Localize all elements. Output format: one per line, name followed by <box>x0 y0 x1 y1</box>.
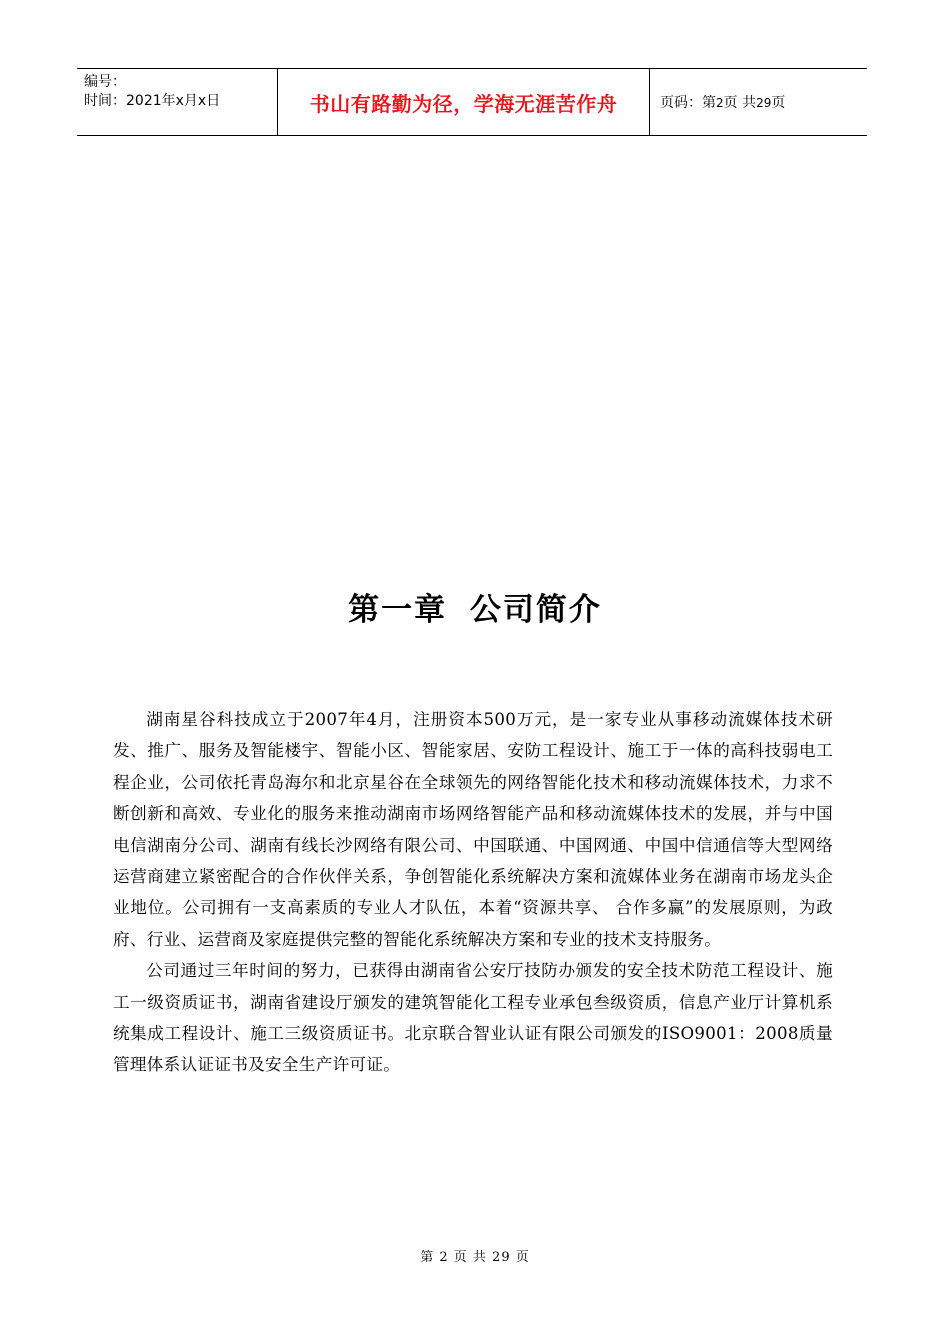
page-total: 29 <box>756 96 772 110</box>
body-text <box>113 704 833 1081</box>
header-meta-cell <box>77 69 278 135</box>
header-page-cell <box>650 69 867 135</box>
page-label: 页码：第 <box>660 95 716 111</box>
page-indicator <box>660 92 867 112</box>
header-motto-cell <box>278 69 650 135</box>
number-label: 编号： <box>84 74 126 90</box>
page-end: 页 <box>771 95 786 111</box>
page-footer: 第 2 页 共 29 页 <box>420 1250 530 1265</box>
chapter-title: 第一章 公司简介 <box>348 592 602 628</box>
document-header <box>77 68 867 136</box>
page-current: 2 <box>716 96 724 110</box>
paragraph-2: 公司通过三年时间的努力，已获得由湖南省公安厅技防办颁发的安全技术防范工程设计、施工一级资质证书，湖南省建设厅颁发的建筑智能化工程专业承包叁级资质，信息产业厅计算机系统集成工程设计、施工三级资质证书。北京联合智业认证有限公司颁发的ISO9001：2008质量管理体系认证证书及安全生产许可证。 <box>113 961 833 1075</box>
time-label: 时间：2021年x月x日 <box>84 93 221 109</box>
motto-text: 书山有路勤为径，学海无涯苦作舟 <box>309 91 618 116</box>
page-mid: 页 共 <box>723 95 757 111</box>
paragraph-1: 湖南星谷科技成立于2007年4月，注册资本500万元，是一家专业从事移动流媒体技术研发、推广、服务及智能楼宇、智能小区、智能家居、安防工程设计、施工于一体的高科技弱电工程企业，公司依托青岛海尔和北京星谷在全球领先的网络智能化技术和移动流媒体技术，力求不断创新和高效、专业化的服务来推动湖南市场网络智能产品和移动流媒体技术的发展，并与中国电信湖南分公司、湖南有线长沙网络有限公司、中国联通、中国网通、中国中信通信等大型网络运营商建立紧密配合的合作伙伴关系，争创智能化系统解决方案和流媒体业务在湖南市场龙头企业地位。公司拥有一支高素质的专业人才队伍，本着“资源共享、 合作多赢”的发展原则，为政府、行业、运营商及家庭提供完整的智能化系统解决方案和专业的技术支持服务。 <box>113 710 833 949</box>
